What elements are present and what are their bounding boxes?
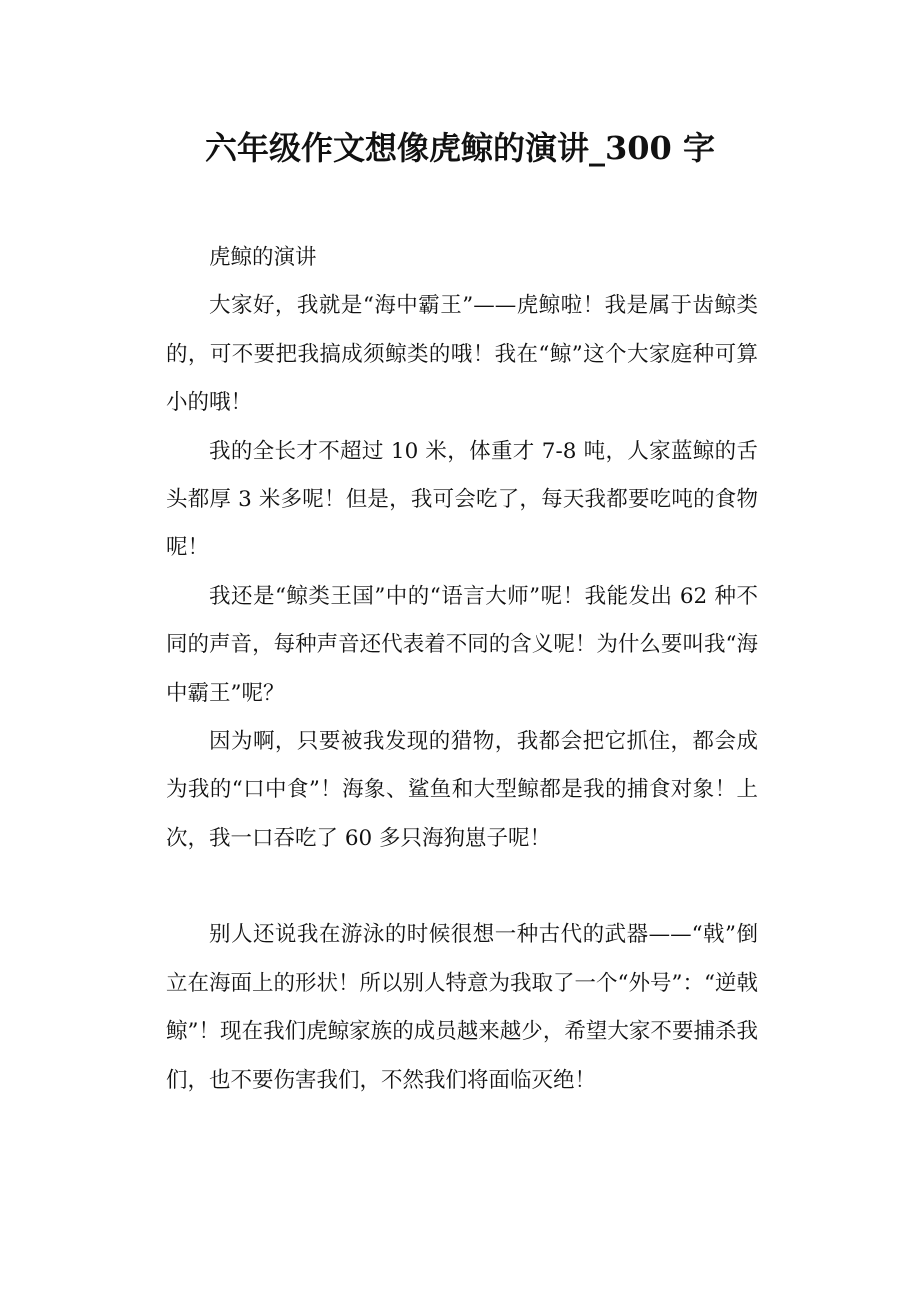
paragraph-intro: 大家好，我就是“海中霸王”——虎鲸啦！我是属于齿鲸类的，可不要把我搞成须鲸类的哦！我在“鲸”这个大家庭种可算小的哦！ bbox=[166, 293, 758, 416]
paragraph-size: 我的全长才不超过 10 米，体重才 7-8 吨，人家蓝鲸的舌头都厚 3 米多呢！但是，我可会吃了，每天我都要吃吨的食物呢！ bbox=[166, 438, 758, 561]
paragraph-nickname: 别人还说我在游泳的时候很想一种古代的武器——“戟”倒立在海面上的形状！所以别人特意为我取了一个“外号”：“逆戟鲸”！现在我们虎鲸家族的成员越来越少，希望大家不要捕杀我们，也不要伤害我们，不然我们将面临灭绝！ bbox=[166, 922, 758, 1093]
document-title: 六年级作文想像虎鲸的演讲_300 字 bbox=[205, 129, 715, 167]
paragraph-subtitle: 虎鲸的演讲 bbox=[209, 245, 317, 270]
document-body bbox=[166, 234, 758, 1105]
paragraph-hunting: 因为啊，只要被我发现的猎物，我都会把它抓住，都会成为我的“口中食”！海象、鲨鱼和大型鲸都是我的捕食对象！上次，我一口吞吃了 60 多只海狗崽子呢！ bbox=[166, 729, 758, 851]
paragraph-language: 我还是“鲸类王国”中的“语言大师”呢！我能发出 62 种不同的声音，每种声音还代表着不同的含义呢！为什么要叫我“海中霸王”呢？ bbox=[166, 583, 758, 706]
